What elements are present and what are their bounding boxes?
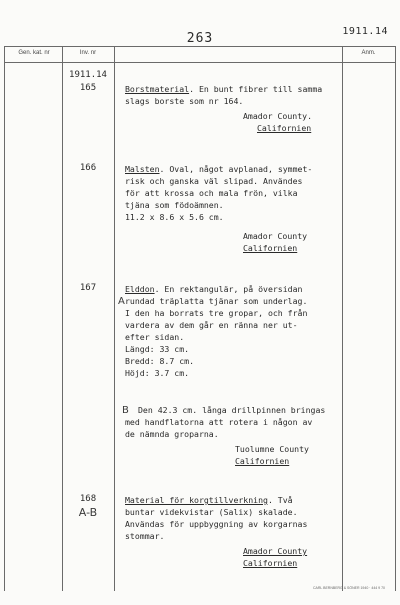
inv-number-165: 165: [79, 83, 97, 93]
page-number: 263: [186, 31, 214, 46]
entry-165-title: Borstmaterial: [125, 84, 190, 94]
entry-167-line: rundad träplatta tjänar som underlag.: [125, 296, 308, 306]
entry-167-text-b-cont: [125, 416, 312, 440]
entry-167-title: Elddon: [125, 284, 155, 294]
place-state: Californien: [243, 558, 298, 568]
place-county: Amador County: [243, 546, 308, 556]
entry-165-text: [125, 83, 322, 107]
place-county: Amador County.: [243, 111, 313, 121]
entry-166-line: tjäna som födoämnen.: [125, 200, 224, 210]
entry-166-title: Malsten: [125, 164, 160, 174]
handwritten-mark-b: B: [122, 405, 129, 416]
entry-166-text: [125, 163, 312, 223]
col-header-inv-nr: Inv. nr: [79, 50, 97, 56]
entry-167-text: [125, 283, 307, 379]
printer-imprint: CARL BERNBERG & SÖNER 1940 · 444 9 70: [312, 586, 385, 590]
page-date: 1911.14: [342, 26, 388, 37]
left-border: [4, 46, 5, 591]
entry-166-line: 11.2 x 8.6 x 5.6 cm.: [125, 212, 224, 222]
year-label: 1911.14: [69, 70, 107, 80]
place-state: Californien: [235, 456, 290, 466]
entry-167-line: vardera av dem går en ränna ner ut-: [125, 320, 298, 330]
entry-168-place: [243, 545, 307, 569]
place-state: Californien: [243, 243, 298, 253]
inv-number-167: 167: [79, 283, 97, 293]
entry-168-line: buntar videkvistar (Salix) skalade.: [125, 507, 298, 517]
entry-168-line: . Två: [267, 495, 293, 505]
entry-167-line: I den ha borrats tre gropar, och från: [125, 308, 308, 318]
entry-166-line: risk och ganska väl slipad. Användes: [125, 176, 303, 186]
entry-167-line: Höjd: 3.7 cm.: [125, 368, 190, 378]
handwritten-mark-ab: A-B: [78, 506, 98, 519]
entry-165-line: . En bunt fibrer till samma: [189, 84, 323, 94]
entry-168-line: Användas för uppbyggning av korgarnas: [125, 519, 308, 529]
entry-165-line: slags borste som nr 164.: [125, 96, 244, 106]
right-border: [395, 46, 396, 591]
entry-165-place: [243, 110, 312, 134]
col-divider-anm: [342, 46, 343, 591]
place-county: Tuolumne County: [235, 444, 309, 454]
handwritten-mark-a: A: [118, 296, 125, 307]
entry-166-place: [243, 230, 307, 254]
col-header-gen-kat-nr: Gen. kat. nr: [18, 50, 50, 56]
place-county: Amador County: [243, 231, 308, 241]
entry-167-text-b: [138, 404, 325, 416]
entry-167-place: [235, 443, 309, 467]
inv-number-166: 166: [79, 163, 97, 173]
col-header-anm: Anm.: [361, 50, 376, 56]
entry-167-line-b: de nämnda groparna.: [125, 429, 219, 439]
entry-168-text: [125, 494, 307, 542]
entry-168-line: stommar.: [125, 531, 165, 541]
entry-167-line: Bredd: 8.7 cm.: [125, 356, 195, 366]
col-divider-inv: [114, 46, 115, 591]
entry-167-line: Längd: 33 cm.: [125, 344, 190, 354]
place-state: Californien: [257, 123, 312, 133]
entry-167-line: efter sidan.: [125, 332, 185, 342]
entry-167-line: . En rektangulär, på översidan: [154, 284, 303, 294]
entry-168-title: Material för korgtillverkning: [125, 495, 268, 505]
entry-167-line-b: med handflatorna att rotera i någon av: [125, 417, 313, 427]
inv-number-168: 168: [79, 494, 97, 504]
entry-167-line-b: Den 42.3 cm. långa drillpinnen bringas: [138, 405, 326, 415]
entry-166-line: . Oval, något avplanad, symmet-: [159, 164, 313, 174]
entry-166-line: för att krossa och mala frön, vilka: [125, 188, 298, 198]
